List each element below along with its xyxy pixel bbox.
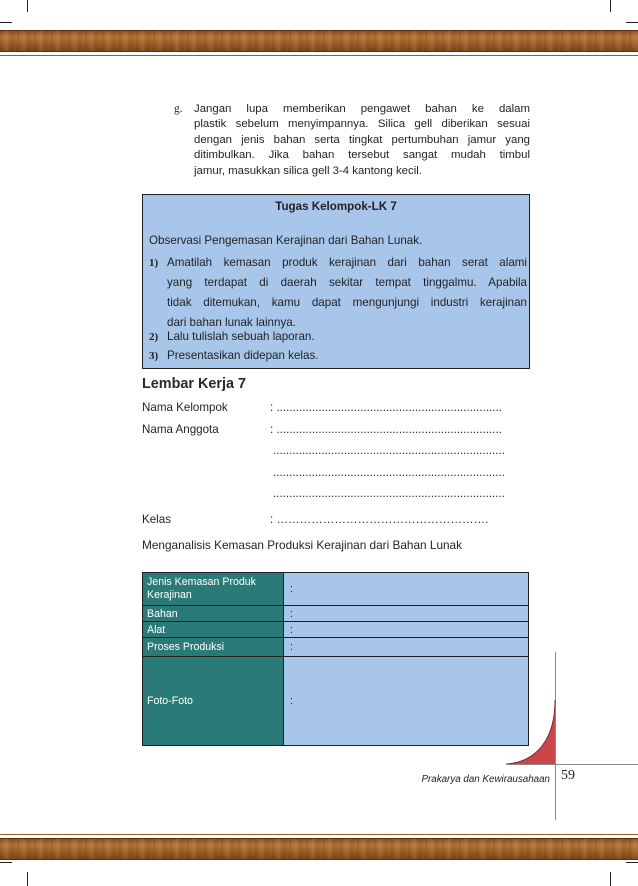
table-label-cell: Jenis Kemasan Produk Kerajinan	[143, 573, 284, 605]
paragraph-line: Jangan lupa memberikan pengawet bahan ke dalam	[194, 103, 530, 115]
corner-curve-decoration	[506, 700, 556, 764]
analysis-table	[142, 572, 529, 746]
footer-wood-rule	[0, 834, 638, 835]
crop-mark	[27, 0, 28, 12]
fill-in-line: : ......................................................................	[270, 401, 502, 414]
header-wood-bar	[0, 30, 638, 52]
table-row	[143, 657, 528, 745]
task-item-text: Presentasikan didepan kelas.	[167, 349, 319, 362]
field-label: Kelas	[142, 513, 172, 526]
task-item-number: 1)	[149, 257, 159, 269]
table-label-cell: Bahan	[143, 606, 284, 621]
table-label-cell: Proses Produksi	[143, 638, 284, 656]
task-item-line: yang terdapat di daerah sekitar tempat tinggalmu. Apabila	[167, 276, 527, 289]
worksheet-heading: Lembar Kerja 7	[142, 376, 246, 392]
task-box-intro: Observasi Pengemasan Kerajinan dari Bahan Lunak.	[149, 234, 423, 247]
task-item-line: Amatilah kemasan produk kerajinan dari bahan serat alami	[167, 256, 527, 269]
paragraph-line: jamur, masukkan silica gell 3-4 kantong kecil.	[194, 164, 422, 177]
table-value-cell: :	[284, 606, 528, 621]
fill-in-line: : ......................................................................	[270, 423, 502, 436]
crop-mark	[0, 22, 12, 23]
crop-mark	[610, 0, 611, 12]
task-item-line: dari bahan lunak lainnya.	[167, 316, 296, 329]
footer-wood-bar	[0, 838, 638, 860]
field-label: Nama Anggota	[142, 423, 219, 436]
paragraph-line: ditimbulkan. Jika bahan tersebut sangat mudah timbul	[194, 149, 530, 162]
field-label: Nama Kelompok	[142, 401, 228, 414]
crop-mark	[0, 862, 12, 863]
task-box-title: Tugas Kelompok-LK 7	[275, 200, 397, 213]
paragraph-line: dengan jenis bahan serta tingkat pertumbuhan jamur yang	[194, 133, 530, 146]
table-label-cell: Foto-Foto	[143, 657, 284, 745]
crop-mark	[626, 22, 638, 23]
fill-in-line: : ……………………………………………….	[270, 513, 489, 526]
table-value-cell: :	[284, 622, 528, 637]
task-item-number: 2)	[149, 331, 159, 343]
fill-in-line: ........................................................................	[273, 466, 505, 479]
header-wood-rule	[0, 55, 638, 56]
table-row	[143, 573, 528, 606]
task-item-line: tidak ditemukan, kamu dapat mengunjungi industri kerajinan	[167, 296, 527, 309]
crop-mark	[610, 872, 611, 886]
table-row	[143, 622, 528, 638]
corner-rule-horizontal	[506, 764, 638, 765]
task-item-number: 3)	[149, 350, 159, 362]
table-row	[143, 638, 528, 657]
task-box	[142, 194, 530, 369]
table-label-cell: Alat	[143, 622, 284, 637]
table-value-cell: :	[284, 657, 528, 745]
fill-in-line: ........................................................................	[273, 487, 505, 500]
table-row	[143, 606, 528, 622]
crop-mark	[626, 862, 638, 863]
fill-in-line: ........................................................................	[273, 444, 505, 457]
analysis-subheading: Menganalisis Kemasan Produksi Kerajinan dari Bahan Lunak	[142, 538, 463, 552]
paragraph-line: plastik sebelum menyimpannya. Silica gell diberikan sesuai	[194, 118, 530, 131]
page-number: 59	[561, 768, 575, 783]
table-value-cell: :	[284, 638, 528, 656]
table-value-cell: :	[284, 573, 528, 605]
crop-mark	[27, 872, 28, 886]
list-item-text	[194, 102, 530, 179]
task-item-text: Lalu tulislah sebuah laporan.	[167, 330, 315, 343]
list-marker: g.	[174, 103, 183, 115]
book-title: Prakarya dan Kewirausahaan	[421, 774, 550, 785]
task-item-text	[167, 253, 527, 333]
